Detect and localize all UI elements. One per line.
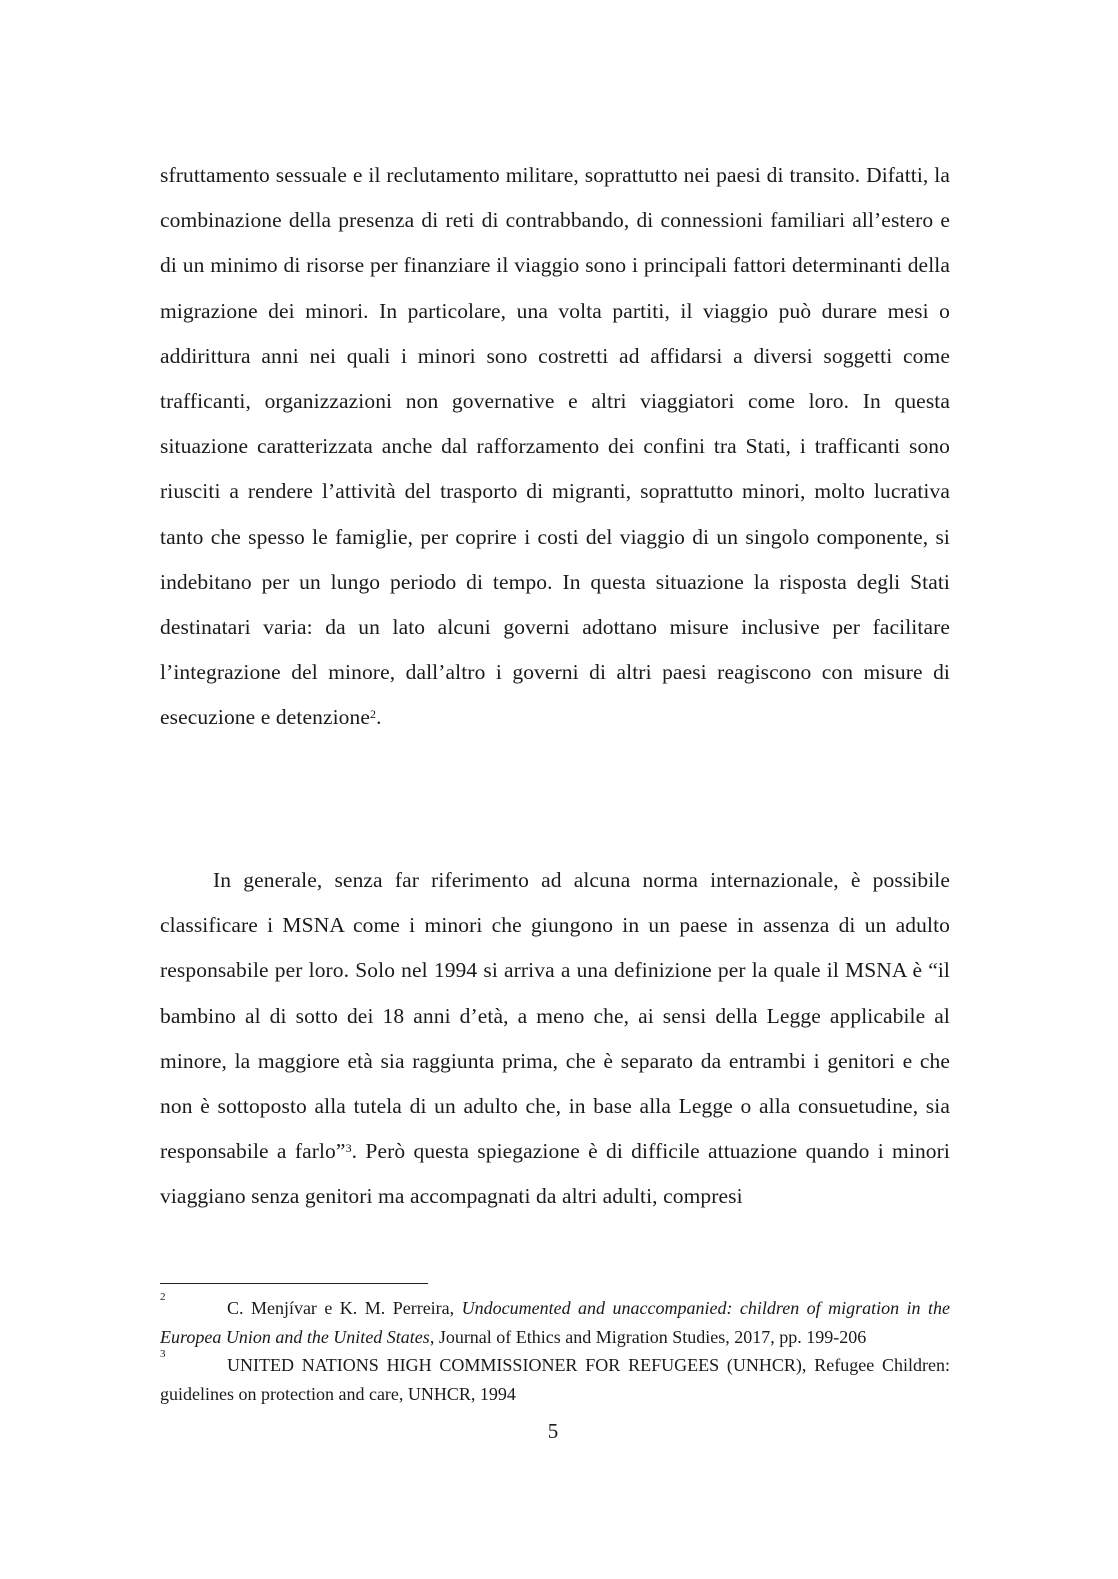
paragraph-1-end: . (376, 705, 382, 730)
paragraph-2-text-after: . Però questa spiegazione è di difficile attuazione quando i minori viaggiano senza genitori ma accompagnati da altri adulti, compresi (160, 1139, 950, 1209)
footnote-2-before: C. Menjívar e K. M. Perreira, (227, 1298, 462, 1318)
footnote-2-text (160, 1294, 950, 1351)
footnote-ref-3[interactable]: 3 (345, 1141, 352, 1156)
paragraph-2-text: In generale, senza far riferimento ad alcuna norma internazionale, è possibile classificare i MSNA come i minori che giungono in un paese in assenza di un adulto responsabile per loro. Solo nel 1994 si arriva a una definizione per la quale il MSNA è “il bambino al di sotto dei 18 anni d’età, a meno che, ai sensi della Legge applicabile al minore, la maggiore età sia raggiunta prima, che è separato da entrambi i genitori e che non è sottoposto alla tutela di un adulto che, in base alla Legge o alla consuetudine, sia responsabile a farlo” (160, 868, 950, 1164)
footnote-3 (160, 1348, 950, 1408)
footnote-2-number: 2 (160, 1291, 166, 1303)
footnote-2 (160, 1291, 950, 1351)
body-paragraph-1 (160, 153, 950, 741)
footnote-2-after: , Journal of Ethics and Migration Studies, 2017, pp. 199-206 (429, 1326, 867, 1347)
page-number: 5 (547, 1419, 559, 1443)
footnote-separator (160, 1283, 428, 1284)
body-paragraph-2 (160, 858, 950, 1220)
footnote-2-title: Undocumented and unaccompanied: children of migration in the Europea Union and the United States (160, 1298, 950, 1347)
footnote-3-text: UNITED NATIONS HIGH COMMISSIONER FOR REFUGEES (UNHCR), Refugee Children: guidelines on protection and care, UNHCR, 1994 (160, 1355, 950, 1404)
paragraph-1-text: sfruttamento sessuale e il reclutamento militare, soprattutto nei paesi di transito. Difatti, la combinazione della presenza di reti di contrabbando, di connessioni familiari all’estero e di un minimo di risorse per finanziare il viaggio sono i principali fattori determinanti della migrazione dei minori. In particolare, una volta partiti, il viaggio può durare mesi o addirittura anni nei quali i minori sono costretti ad affidarsi a diversi soggetti come trafficanti, organizzazioni non governative e altri viaggiatori come loro. In questa situazione caratterizzata anche dal rafforzamento dei confini tra Stati, i trafficanti sono riusciti a rendere l’attività del trasporto di migranti, soprattutto minori, molto lucrativa tanto che spesso le famiglie, per coprire i costi del viaggio di un singolo componente, si indebitano per un lungo periodo di tempo. In questa situazione la risposta degli Stati destinatari varia: da un lato alcuni governi adottano misure inclusive per facilitare l’integrazione del minore, dall’altro i governi di altri paesi reagiscono con misure di esecuzione e detenzione (160, 163, 950, 730)
footnotes (160, 1291, 950, 1408)
footnote-ref-2[interactable]: 2 (370, 707, 377, 722)
footnote-3-number: 3 (160, 1348, 166, 1360)
